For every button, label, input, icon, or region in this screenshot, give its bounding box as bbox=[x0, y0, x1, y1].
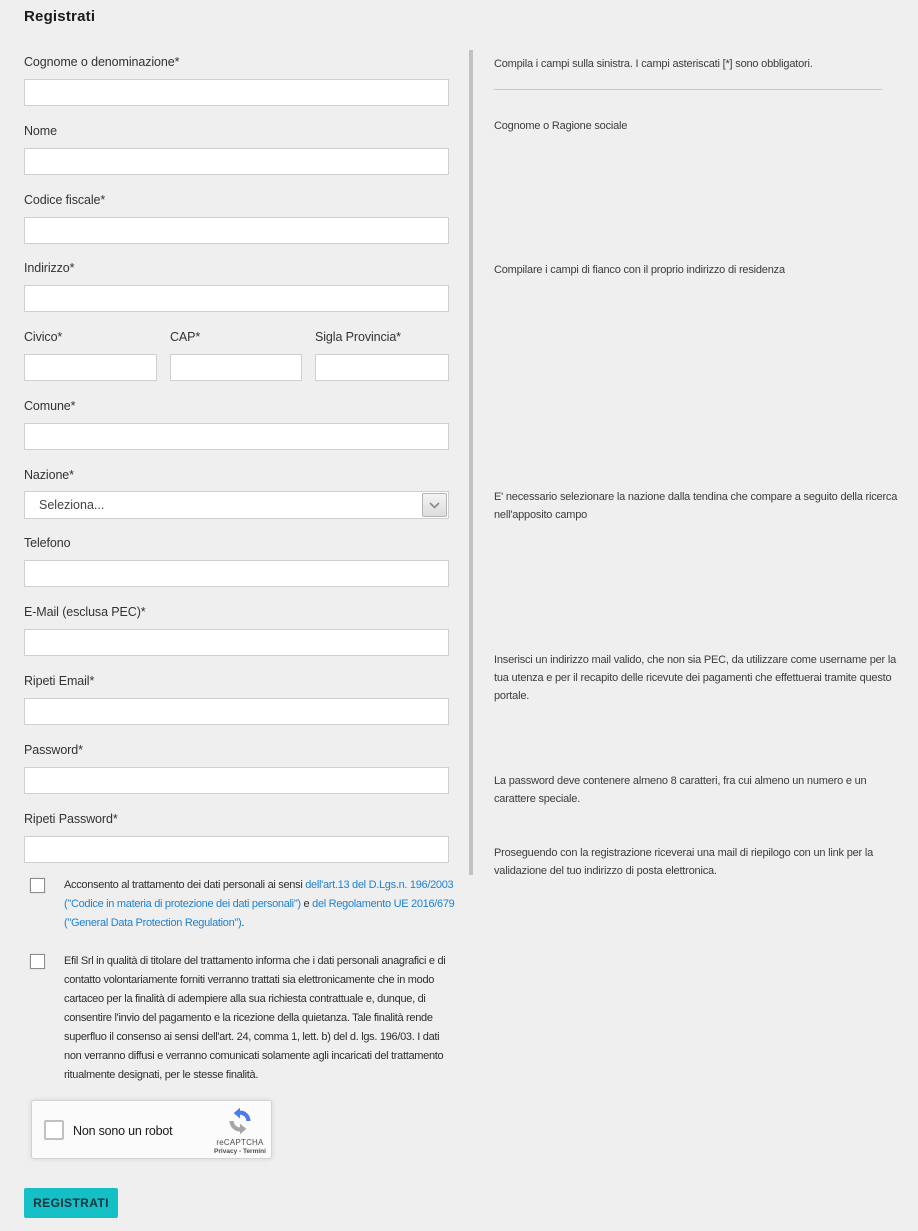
cap-input[interactable] bbox=[170, 354, 302, 381]
help-text-registrazione: Proseguendo con la registrazione riceverai una mail di riepilogo con un link per la validazione del tuo indirizzo di posta elettronica. bbox=[494, 847, 874, 877]
recaptcha-brand-text: reCAPTCHA bbox=[216, 1138, 264, 1147]
label-email: E-Mail (esclusa PEC)* bbox=[24, 605, 146, 619]
label-sigla-provincia: Sigla Provincia* bbox=[315, 330, 401, 344]
page-title: Registrati bbox=[24, 8, 96, 25]
codice-fiscale-input[interactable] bbox=[24, 217, 449, 244]
consent-privacy-middle: e bbox=[300, 898, 313, 910]
recaptcha-icon bbox=[226, 1107, 254, 1135]
label-civico: Civico* bbox=[24, 330, 63, 344]
cognome-input[interactable] bbox=[24, 79, 449, 106]
telefono-input[interactable] bbox=[24, 560, 449, 587]
chevron-down-icon bbox=[429, 502, 440, 509]
nazione-select[interactable] bbox=[24, 491, 449, 519]
consent-privacy-text bbox=[64, 876, 456, 933]
help-text-nazione: E' necessario selezionare la nazione dalla tendina che compare a seguito della ricerca nell'apposito campo bbox=[494, 491, 898, 521]
recaptcha-checkbox[interactable] bbox=[44, 1120, 64, 1140]
label-telefono: Telefono bbox=[24, 536, 71, 550]
label-nazione: Nazione* bbox=[24, 468, 74, 482]
registrati-button[interactable]: REGISTRATI bbox=[24, 1188, 118, 1218]
label-ripeti-email: Ripeti Email* bbox=[24, 674, 95, 688]
help-text-intro: Compila i campi sulla sinistra. I campi asteriscati [*] sono obbligatori. bbox=[494, 58, 813, 70]
recaptcha-widget bbox=[31, 1100, 272, 1159]
recaptcha-label: Non sono un robot bbox=[73, 1124, 173, 1138]
email-input[interactable] bbox=[24, 629, 449, 656]
gdpr-link[interactable]: del Regolamento UE 2016/679 ("General Data Protection Regulation") bbox=[64, 898, 455, 929]
label-indirizzo: Indirizzo* bbox=[24, 261, 75, 275]
help-text-cognome: Cognome o Ragione sociale bbox=[494, 120, 628, 132]
label-ripeti-password: Ripeti Password* bbox=[24, 812, 118, 826]
indirizzo-input[interactable] bbox=[24, 285, 449, 312]
label-cap: CAP* bbox=[170, 330, 201, 344]
password-input[interactable] bbox=[24, 767, 449, 794]
consent-treatment-text: Efil Srl in qualità di titolare del trattamento informa che i dati personali anagrafici e di contatto volontariamente forniti verranno trattati sia elettronicamente che in modo cartaceo per la finalità di adempiere alla sua richiesta contrattuale e, dunque, di consentire l'invio del pagamento e la ricezione della quietanza. Tale finalità rende superfluo il consenso ai sensi dell'art. 24, comma 1, lett. b) del d. lgs. 196/03. I dati non verranno diffusi e verranno comunicati solamente agli incaricati del trattamento ritualmente designati, per le stesse finalità. bbox=[64, 955, 446, 1081]
help-divider bbox=[494, 89, 882, 90]
sigla-provincia-input[interactable] bbox=[315, 354, 449, 381]
recaptcha-privacy-links[interactable]: Privacy - Termini bbox=[214, 1148, 266, 1155]
comune-input[interactable] bbox=[24, 423, 449, 450]
label-nome: Nome bbox=[24, 124, 57, 138]
nazione-select-arrow[interactable] bbox=[422, 493, 447, 517]
label-cognome: Cognome o denominazione* bbox=[24, 55, 180, 69]
column-divider bbox=[469, 50, 473, 875]
label-codice-fiscale: Codice fiscale* bbox=[24, 193, 106, 207]
help-text-email: Inserisci un indirizzo mail valido, che non sia PEC, da utilizzare come username per la tua utenza e per il recapito delle ricevute dei pagamenti che effettuerai tramite questo portale. bbox=[494, 654, 897, 702]
ripeti-email-input[interactable] bbox=[24, 698, 449, 725]
privacy-law-link[interactable]: dell'art.13 del D.Lgs.n. 196/2003 ("Codice in materia di protezione dei dati personali") bbox=[64, 879, 454, 910]
help-text-indirizzo: Compilare i campi di fianco con il proprio indirizzo di residenza bbox=[494, 264, 785, 276]
ripeti-password-input[interactable] bbox=[24, 836, 449, 863]
nome-input[interactable] bbox=[24, 148, 449, 175]
label-password: Password* bbox=[24, 743, 83, 757]
consent-privacy-suffix: . bbox=[241, 917, 245, 929]
consent-privacy-checkbox[interactable] bbox=[30, 878, 45, 893]
consent-treatment-checkbox[interactable] bbox=[30, 954, 45, 969]
civico-input[interactable] bbox=[24, 354, 157, 381]
label-comune: Comune* bbox=[24, 399, 76, 413]
help-text-password: La password deve contenere almeno 8 caratteri, fra cui almeno un numero e un carattere speciale. bbox=[494, 775, 867, 805]
nazione-select-value: Seleziona... bbox=[39, 498, 105, 512]
consent-privacy-prefix: Acconsento al trattamento dei dati personali ai sensi bbox=[64, 879, 306, 891]
